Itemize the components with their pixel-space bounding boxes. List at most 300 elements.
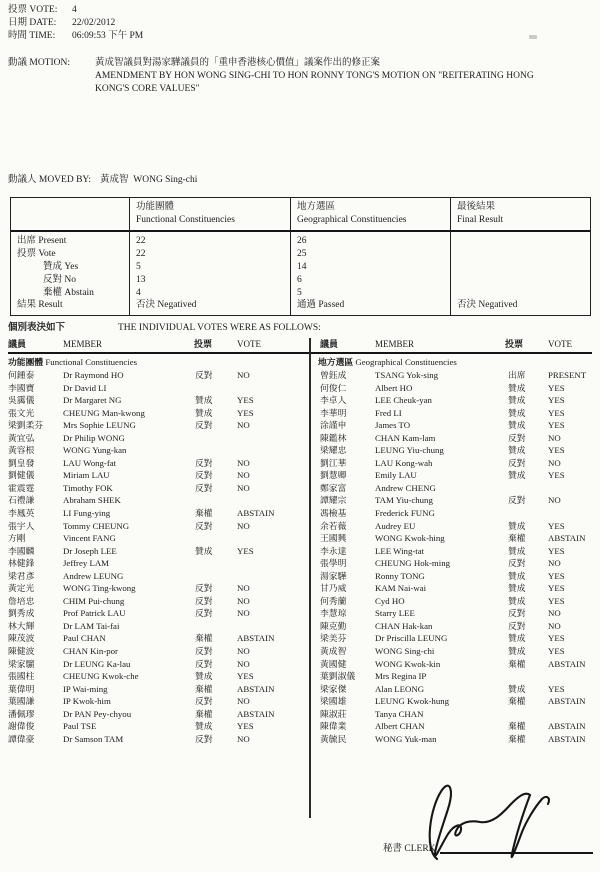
vote-english: ABSTAIN	[548, 533, 586, 544]
member-name-chinese: 李永達	[320, 545, 347, 556]
member-vote-row	[0, 632, 310, 645]
vote-chinese: 反對	[508, 495, 526, 506]
summary-header-functional-en: Functional Constituencies	[136, 215, 235, 225]
vote-chinese: 贊成	[508, 395, 526, 406]
member-name-english: Ronny TONG	[375, 570, 425, 581]
member-name-english: WONG Kwok-kin	[375, 658, 441, 669]
vote-chinese: 棄權	[195, 708, 213, 719]
vote-chinese: 贊成	[508, 545, 526, 556]
vote-chinese: 贊成	[508, 595, 526, 606]
member-name-english: Albert CHAN	[375, 721, 425, 732]
member-vote-row	[0, 482, 310, 495]
motion-row	[8, 57, 534, 96]
member-vote-row	[310, 419, 600, 432]
member-vote-row	[310, 382, 600, 395]
summary-label-yes: 贊成 Yes	[43, 261, 79, 272]
member-name-chinese: 湯家驊	[320, 570, 347, 581]
member-name-english: Dr David LI	[63, 382, 107, 393]
group-label-functional-cn: 功能團體	[8, 357, 44, 367]
member-name-chinese: 黃成智	[320, 646, 347, 657]
member-name-english: CHIM Pui-chung	[63, 595, 125, 606]
member-vote-row	[0, 582, 310, 595]
member-vote-row	[310, 494, 600, 507]
member-vote-row	[0, 733, 310, 746]
member-name-english: Dr PAN Pey-chyou	[63, 708, 132, 719]
vote-chinese: 贊成	[195, 721, 213, 732]
vote-english: NO	[237, 583, 250, 594]
member-name-english: Fred LI	[375, 407, 402, 418]
individual-votes-title-en: THE INDIVIDUAL VOTES WERE AS FOLLOWS:	[118, 323, 321, 333]
member-vote-row	[0, 557, 310, 570]
vote-english: YES	[548, 570, 565, 581]
summary-gc-abstain: 5	[297, 287, 302, 298]
member-name-chinese: 方剛	[8, 533, 26, 544]
member-name-english: LAU Kong-wah	[375, 457, 433, 468]
summary-label-abstain: 棄權 Abstain	[43, 287, 94, 298]
vote-english: ABSTAIN	[237, 708, 275, 719]
summary-functional-values	[129, 232, 290, 315]
member-name-english: LEE Cheuk-yan	[375, 395, 432, 406]
vote-english: YES	[548, 520, 565, 531]
member-vote-row	[310, 394, 600, 407]
member-name-chinese: 陳偉業	[320, 721, 347, 732]
summary-header-functional	[129, 198, 290, 230]
member-vote-row	[0, 670, 310, 683]
vote-english: NO	[237, 520, 250, 531]
member-name-english: Emily LAU	[375, 470, 417, 481]
member-name-chinese: 李慧琼	[320, 608, 347, 619]
vote-chinese: 贊成	[508, 407, 526, 418]
member-name-chinese: 葉偉明	[8, 683, 35, 694]
member-name-english: Cyd HO	[375, 595, 405, 606]
left-header-vote-cn: 投票	[194, 339, 213, 349]
vote-english: ABSTAIN	[237, 633, 275, 644]
vote-english: NO	[237, 370, 250, 380]
summary-gc-yes: 14	[297, 261, 307, 272]
summary-label-present: 出席 Present	[17, 236, 67, 246]
summary-fc-no: 13	[136, 274, 146, 285]
summary-label-result: 結果 Result	[17, 300, 63, 311]
member-name-chinese: 劉慧卿	[320, 470, 347, 481]
vote-chinese: 反對	[195, 733, 213, 744]
vote-english: NO	[237, 646, 250, 657]
member-vote-row	[0, 607, 310, 620]
individual-votes-title-cn: 個別表決如下	[8, 323, 66, 333]
group-label-geographical	[318, 356, 457, 368]
member-vote-row	[0, 469, 310, 482]
member-name-english: Dr LAM Tai-fai	[63, 620, 120, 631]
member-vote-row	[310, 557, 600, 570]
member-name-chinese: 李國麟	[8, 545, 35, 556]
vote-chinese: 贊成	[195, 545, 213, 556]
summary-fc-abstain: 4	[136, 287, 141, 298]
vote-chinese: 贊成	[195, 407, 213, 418]
vote-english: YES	[548, 407, 565, 418]
member-name-chinese: 吳靄儀	[8, 395, 35, 406]
member-name-chinese: 梁劉柔芬	[8, 420, 44, 431]
vote-chinese: 反對	[195, 608, 213, 619]
vote-chinese: 棄權	[508, 733, 526, 744]
group-label-functional	[8, 356, 137, 368]
member-vote-row	[0, 520, 310, 533]
member-name-english: Dr Raymond HO	[63, 370, 124, 380]
member-name-chinese: 林健鋒	[8, 558, 35, 569]
member-name-chinese: 梁國雄	[320, 696, 347, 707]
geographical-members-list	[310, 369, 600, 745]
vote-number-row	[8, 4, 77, 17]
left-header-member-cn: 議員	[8, 339, 27, 349]
date-label: 日期 DATE:	[8, 18, 57, 28]
member-name-chinese: 陳健波	[8, 646, 35, 657]
member-vote-row	[0, 645, 310, 658]
member-name-english: WONG Kwok-hing	[375, 533, 445, 544]
motion-text-english-line2: KONG'S CORE VALUES"	[95, 84, 200, 94]
vote-english: NO	[237, 733, 250, 744]
member-vote-row	[0, 394, 310, 407]
member-vote-row	[310, 683, 600, 696]
vote-chinese: 反對	[195, 646, 213, 657]
member-name-chinese: 梁君彥	[8, 570, 35, 581]
summary-header-final-cn: 最後結果	[457, 202, 496, 212]
scan-smudge-artifact	[529, 35, 537, 39]
right-header-member-en: MEMBER	[375, 339, 415, 349]
vote-chinese: 贊成	[508, 583, 526, 594]
vote-chinese: 反對	[508, 432, 526, 443]
vote-number-label: 投票 VOTE:	[8, 5, 58, 15]
member-name-english: TAM Yiu-chung	[375, 495, 433, 506]
member-name-english: IP Wai-ming	[63, 683, 108, 694]
moved-by-value: 黃成智 WONG Sing-chi	[100, 175, 198, 185]
member-name-chinese: 潘佩璆	[8, 708, 35, 719]
member-name-chinese: 李華明	[320, 407, 347, 418]
vote-chinese: 棄權	[508, 533, 526, 544]
member-vote-row	[310, 369, 600, 382]
member-name-english: WONG Sing-chi	[375, 646, 435, 657]
member-name-english: CHEUNG Hok-ming	[375, 558, 451, 569]
member-name-chinese: 謝偉俊	[8, 721, 35, 732]
vote-english: NO	[548, 457, 561, 468]
member-name-chinese: 石禮謙	[8, 495, 35, 506]
member-vote-row	[0, 683, 310, 696]
vote-number-value: 4	[72, 5, 77, 15]
summary-header-geographical-en: Geographical Constituencies	[297, 215, 407, 225]
vote-english: NO	[237, 420, 250, 431]
member-name-english: Andrew LEUNG	[63, 570, 124, 581]
vote-chinese: 反對	[195, 420, 213, 431]
member-name-english: James TO	[375, 420, 411, 431]
vote-english: YES	[548, 633, 565, 644]
vote-chinese: 棄權	[195, 683, 213, 694]
member-name-english: LEE Wing-tat	[375, 545, 425, 556]
member-name-english: LAU Wong-fat	[63, 457, 117, 468]
vote-english: NO	[548, 620, 561, 631]
member-name-chinese: 黃毓民	[320, 733, 347, 744]
summary-fc-vote: 22	[136, 248, 146, 259]
member-name-chinese: 梁家傑	[320, 683, 347, 694]
summary-header-final-en: Final Result	[457, 215, 504, 225]
member-name-chinese: 梁美芬	[320, 633, 347, 644]
vote-english: NO	[237, 696, 250, 707]
vote-chinese: 贊成	[508, 646, 526, 657]
right-header-vote-en: VOTE	[548, 339, 572, 349]
member-name-english: Dr Samson TAM	[63, 733, 124, 744]
member-vote-row	[0, 369, 310, 382]
summary-fc-yes: 5	[136, 261, 141, 272]
member-vote-row	[310, 720, 600, 733]
member-name-english: LI Fung-ying	[63, 508, 111, 519]
summary-fc-present: 22	[136, 236, 146, 246]
member-name-english: WONG Yuk-man	[375, 733, 437, 744]
member-vote-row	[310, 444, 600, 457]
motion-text	[95, 57, 534, 96]
motion-label: 動議 MOTION:	[8, 58, 71, 68]
vote-english: NO	[548, 558, 561, 569]
vote-chinese: 反對	[195, 470, 213, 481]
moved-by-row	[8, 174, 197, 187]
member-name-english: Alan LEONG	[375, 683, 425, 694]
member-vote-row	[0, 382, 310, 395]
vote-english: ABSTAIN	[548, 658, 586, 669]
member-name-chinese: 黃容根	[8, 445, 35, 456]
member-name-chinese: 劉秀成	[8, 608, 35, 619]
vote-chinese: 反對	[508, 457, 526, 468]
right-header-member-cn: 議員	[320, 339, 339, 349]
vote-english: NO	[548, 432, 561, 443]
vote-chinese: 贊成	[508, 633, 526, 644]
member-name-chinese: 馮檢基	[320, 508, 347, 519]
member-name-english: IP Kwok-him	[63, 696, 111, 707]
vote-english: ABSTAIN	[548, 696, 586, 707]
member-vote-row	[310, 670, 600, 683]
vote-english: NO	[237, 608, 250, 619]
summary-final-values	[450, 232, 590, 315]
member-vote-row	[310, 407, 600, 420]
member-vote-row	[0, 419, 310, 432]
member-vote-row	[310, 532, 600, 545]
member-name-chinese: 林大輝	[8, 620, 35, 631]
member-name-chinese: 梁耀忠	[320, 445, 347, 456]
member-vote-row	[310, 708, 600, 721]
member-vote-row	[0, 507, 310, 520]
summary-header-geographical	[290, 198, 450, 230]
summary-header-final-result	[450, 198, 590, 230]
vote-english: NO	[548, 495, 561, 506]
member-name-chinese: 何鍾泰	[8, 370, 35, 380]
member-name-english: Paul CHAN	[63, 633, 106, 644]
member-name-english: Abraham SHEK	[63, 495, 121, 506]
vote-chinese: 棄權	[195, 508, 213, 519]
vote-english: NO	[237, 658, 250, 669]
vote-english: NO	[237, 457, 250, 468]
vote-chinese: 棄權	[508, 658, 526, 669]
vote-chinese: 贊成	[195, 671, 213, 682]
member-name-english: Andrew CHENG	[375, 482, 436, 493]
member-name-chinese: 涂謹申	[320, 420, 347, 431]
signature-line	[440, 852, 593, 854]
member-name-english: Mrs Regina IP	[375, 671, 427, 682]
member-name-english: Audrey EU	[375, 520, 416, 531]
member-name-chinese: 黃國健	[320, 658, 347, 669]
member-vote-row	[310, 469, 600, 482]
summary-gc-no: 6	[297, 274, 302, 285]
summary-fr-no	[457, 274, 586, 287]
right-header-vote-cn: 投票	[505, 339, 524, 349]
member-name-english: Paul TSE	[63, 721, 97, 732]
summary-row-labels	[11, 232, 129, 315]
member-name-english: Dr Joseph LEE	[63, 545, 117, 556]
member-name-english: Miriam LAU	[63, 470, 110, 481]
member-vote-row	[0, 658, 310, 671]
vote-english: YES	[548, 395, 565, 406]
summary-geographical-values	[290, 232, 450, 315]
member-vote-row	[310, 545, 600, 558]
vote-chinese: 反對	[508, 608, 526, 619]
member-name-english: Timothy FOK	[63, 482, 113, 493]
member-vote-row	[0, 595, 310, 608]
member-name-english: CHEUNG Kwok-che	[63, 671, 139, 682]
member-name-chinese: 霍震霆	[8, 482, 35, 493]
member-vote-row	[310, 520, 600, 533]
member-vote-row	[310, 570, 600, 583]
vote-chinese: 反對	[195, 595, 213, 606]
member-name-chinese: 劉皇發	[8, 457, 35, 468]
member-name-english: Jeffrey LAM	[63, 558, 110, 569]
vote-english: NO	[237, 595, 250, 606]
member-name-english: Tanya CHAN	[375, 708, 424, 719]
summary-header-functional-cn: 功能團體	[136, 202, 175, 212]
vote-chinese: 贊成	[508, 382, 526, 393]
member-name-english: Albert HO	[375, 382, 413, 393]
member-name-english: WONG Ting-kwong	[63, 583, 136, 594]
member-name-chinese: 張文光	[8, 407, 35, 418]
member-name-english: Frederick FUNG	[375, 508, 435, 519]
vote-chinese: 反對	[195, 520, 213, 531]
summary-fr-result: 否決 Negatived	[457, 300, 518, 311]
member-vote-row	[0, 708, 310, 721]
member-name-chinese: 譚耀宗	[320, 495, 347, 506]
vote-chinese: 贊成	[508, 470, 526, 481]
vote-english: YES	[548, 646, 565, 657]
member-vote-row	[0, 545, 310, 558]
member-name-chinese: 黃定光	[8, 583, 35, 594]
member-name-chinese: 張學明	[320, 558, 347, 569]
member-vote-row	[310, 507, 600, 520]
member-name-chinese: 李卓人	[320, 395, 347, 406]
vote-chinese: 反對	[195, 370, 213, 380]
vote-chinese: 棄權	[508, 721, 526, 732]
vote-chinese: 贊成	[195, 395, 213, 406]
summary-gc-vote: 25	[297, 248, 307, 259]
summary-fr-abstain	[457, 287, 586, 300]
vote-english: NO	[237, 482, 250, 493]
member-vote-row	[310, 695, 600, 708]
time-row	[8, 30, 143, 43]
summary-gc-result: 通過 Passed	[297, 300, 345, 311]
group-label-geographical-en: Geographical Constituencies	[355, 357, 457, 367]
member-vote-row	[310, 620, 600, 633]
member-name-english: Dr Margaret NG	[63, 395, 122, 406]
member-vote-row	[310, 607, 600, 620]
member-name-english: Vincent FANG	[63, 533, 116, 544]
vote-english: ABSTAIN	[237, 683, 275, 694]
member-name-english: KAM Nai-wai	[375, 583, 427, 594]
member-name-english: TSANG Yok-sing	[375, 370, 439, 380]
member-name-chinese: 余若薇	[320, 520, 347, 531]
vote-english: YES	[237, 721, 254, 732]
member-name-english: Tommy CHEUNG	[63, 520, 130, 531]
group-label-geographical-cn: 地方選區	[318, 357, 354, 367]
member-name-chinese: 葉國謙	[8, 696, 35, 707]
vote-chinese: 出席	[508, 370, 526, 380]
member-vote-row	[0, 407, 310, 420]
summary-fc-result: 否決 Negatived	[136, 300, 197, 311]
member-vote-row	[0, 620, 310, 633]
member-vote-row	[0, 720, 310, 733]
summary-gc-present: 26	[297, 236, 307, 246]
member-vote-row	[0, 457, 310, 470]
vote-summary-table	[10, 197, 591, 316]
vote-chinese: 反對	[195, 482, 213, 493]
member-name-english: Dr Philip WONG	[63, 432, 125, 443]
member-name-english: Dr LEUNG Ka-lau	[63, 658, 131, 669]
member-name-chinese: 何秀蘭	[320, 595, 347, 606]
clerk-signature	[407, 777, 569, 871]
vote-english: YES	[237, 395, 254, 406]
member-name-chinese: 陳茂波	[8, 633, 35, 644]
member-name-chinese: 詹培忠	[8, 595, 35, 606]
member-name-english: CHAN Hak-kan	[375, 620, 433, 631]
member-name-chinese: 何俊仁	[320, 382, 347, 393]
moved-by-label: 動議人 MOVED BY:	[8, 175, 92, 185]
member-name-chinese: 劉健儀	[8, 470, 35, 481]
vote-chinese: 贊成	[508, 520, 526, 531]
member-name-chinese: 譚偉豪	[8, 733, 35, 744]
vote-chinese: 贊成	[508, 420, 526, 431]
member-name-english: LEUNG Kwok-hung	[375, 696, 450, 707]
vote-english: YES	[237, 671, 254, 682]
member-vote-row	[310, 482, 600, 495]
vote-chinese: 贊成	[508, 683, 526, 694]
vote-english: YES	[548, 545, 565, 556]
vote-english: YES	[548, 595, 565, 606]
member-name-english: LEUNG Yiu-chung	[375, 445, 444, 456]
vote-chinese: 反對	[508, 558, 526, 569]
member-name-chinese: 張宇人	[8, 520, 35, 531]
motion-text-english-line1: AMENDMENT BY HON WONG SING-CHI TO HON RONNY TONG'S MOTION ON "REITERATING HONG	[95, 71, 534, 81]
member-vote-row	[0, 570, 310, 583]
member-name-chinese: 黃宜弘	[8, 432, 35, 443]
summary-header-geographical-cn: 地方選區	[297, 202, 336, 212]
member-vote-row	[0, 695, 310, 708]
member-vote-row	[0, 532, 310, 545]
member-name-english: Mrs Sophie LEUNG	[63, 420, 136, 431]
time-value: 06:09:53 下午 PM	[72, 31, 144, 41]
member-name-english: CHAN Kam-lam	[375, 432, 436, 443]
vote-chinese: 棄權	[508, 696, 526, 707]
member-name-chinese: 梁家騮	[8, 658, 35, 669]
vote-english: ABSTAIN	[237, 508, 275, 519]
vote-english: ABSTAIN	[548, 733, 586, 744]
vote-english: YES	[548, 382, 565, 393]
summary-fr-vote	[457, 248, 586, 261]
vote-english: YES	[548, 683, 565, 694]
member-name-chinese: 甘乃威	[320, 583, 347, 594]
summary-header-empty	[11, 198, 129, 230]
member-name-chinese: 陳克勤	[320, 620, 347, 631]
vote-english: YES	[548, 583, 565, 594]
summary-header-row	[11, 198, 590, 232]
vote-english: YES	[548, 470, 565, 481]
